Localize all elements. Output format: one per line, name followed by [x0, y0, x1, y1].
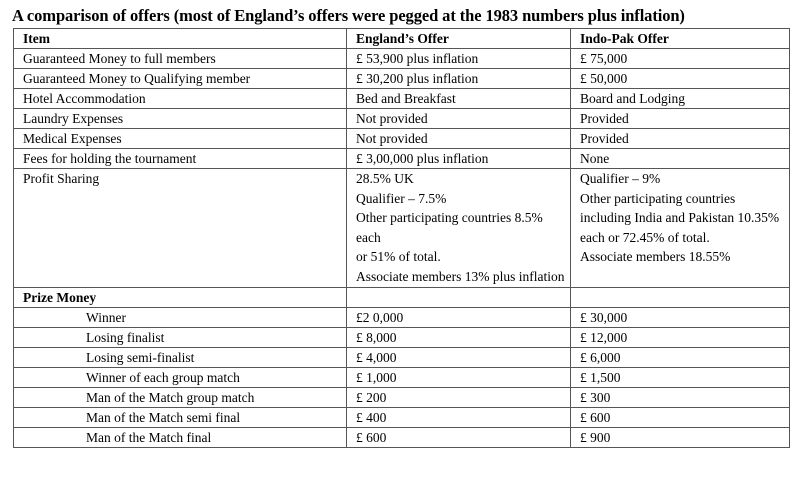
indopak-cell: £ 600: [571, 408, 790, 428]
prize-money-section-row: [14, 288, 790, 308]
header-item: Item: [14, 29, 347, 49]
indopak-cell: None: [571, 149, 790, 169]
section-heading: Prize Money: [14, 288, 347, 308]
prize-item-cell: Man of the Match final: [14, 428, 347, 448]
table-row: [14, 129, 790, 149]
prize-item-cell: Winner of each group match: [14, 368, 347, 388]
item-cell: Hotel Accommodation: [14, 89, 347, 109]
indopak-cell: £ 75,000: [571, 49, 790, 69]
indopak-cell: £ 300: [571, 388, 790, 408]
profit-line: Associate members 13% plus inflation: [356, 268, 565, 284]
england-cell: Not provided: [347, 109, 571, 129]
item-cell: Profit Sharing: [14, 169, 347, 288]
table-row: [14, 69, 790, 89]
indopak-cell: £ 1,500: [571, 368, 790, 388]
table-row: [14, 348, 790, 368]
england-cell: £2 0,000: [347, 308, 571, 328]
profit-line: or 51% of total.: [356, 249, 441, 264]
profit-line: Associate members 18.55%: [580, 249, 731, 264]
england-cell: £ 400: [347, 408, 571, 428]
indopak-cell: £ 6,000: [571, 348, 790, 368]
england-cell: £ 30,200 plus inflation: [347, 69, 571, 89]
header-england-offer: England’s Offer: [347, 29, 571, 49]
document-title: A comparison of offers (most of England’s offers were pegged at the 1983 numbers plus inflation): [12, 6, 685, 25]
prize-item-cell: Man of the Match group match: [14, 388, 347, 408]
profit-sharing-row: [14, 169, 790, 288]
england-profit-cell: [347, 169, 571, 288]
england-cell: £ 4,000: [347, 348, 571, 368]
prize-item-cell: Winner: [14, 308, 347, 328]
indopak-cell: £ 12,000: [571, 328, 790, 348]
prize-item-cell: Losing semi-finalist: [14, 348, 347, 368]
table-row: [14, 368, 790, 388]
england-cell: £ 1,000: [347, 368, 571, 388]
table-row: [14, 388, 790, 408]
empty-cell: [347, 288, 571, 308]
item-cell: Laundry Expenses: [14, 109, 347, 129]
table-row: [14, 308, 790, 328]
prize-item-cell: Losing finalist: [14, 328, 347, 348]
header-indo-pak-offer: Indo-Pak Offer: [571, 29, 790, 49]
item-cell: Fees for holding the tournament: [14, 149, 347, 169]
england-cell: Not provided: [347, 129, 571, 149]
indopak-profit-cell: [571, 169, 790, 288]
empty-cell: [571, 288, 790, 308]
indopak-cell: Board and Lodging: [571, 89, 790, 109]
table-row: [14, 328, 790, 348]
indopak-cell: £ 50,000: [571, 69, 790, 89]
profit-line: Other participating countries including India and Pakistan 10.35% each or 72.45% of total.: [580, 190, 780, 245]
comparison-table: [13, 28, 790, 448]
england-cell: £ 53,900 plus inflation: [347, 49, 571, 69]
table-row: [14, 49, 790, 69]
item-cell: Guaranteed Money to Qualifying member: [14, 69, 347, 89]
prize-item-cell: Man of the Match semi final: [14, 408, 347, 428]
indopak-cell: Provided: [571, 129, 790, 149]
table-row: [14, 89, 790, 109]
item-cell: Guaranteed Money to full members: [14, 49, 347, 69]
item-cell: Medical Expenses: [14, 129, 347, 149]
england-cell: £ 8,000: [347, 328, 571, 348]
profit-line: Qualifier – 9%: [580, 171, 661, 186]
indopak-cell: Provided: [571, 109, 790, 129]
table-row: [14, 408, 790, 428]
england-cell: £ 3,00,000 plus inflation: [347, 149, 571, 169]
profit-line: Qualifier – 7.5%: [356, 190, 447, 206]
table-header-row: [14, 29, 790, 49]
profit-line: 28.5% UK: [356, 171, 414, 186]
indopak-cell: £ 900: [571, 428, 790, 448]
indopak-cell: £ 30,000: [571, 308, 790, 328]
table-row: [14, 149, 790, 169]
england-cell: £ 600: [347, 428, 571, 448]
table-row: [14, 109, 790, 129]
table-row: [14, 428, 790, 448]
profit-line: Other participating countries 8.5% each: [356, 210, 543, 245]
england-cell: Bed and Breakfast: [347, 89, 571, 109]
england-cell: £ 200: [347, 388, 571, 408]
